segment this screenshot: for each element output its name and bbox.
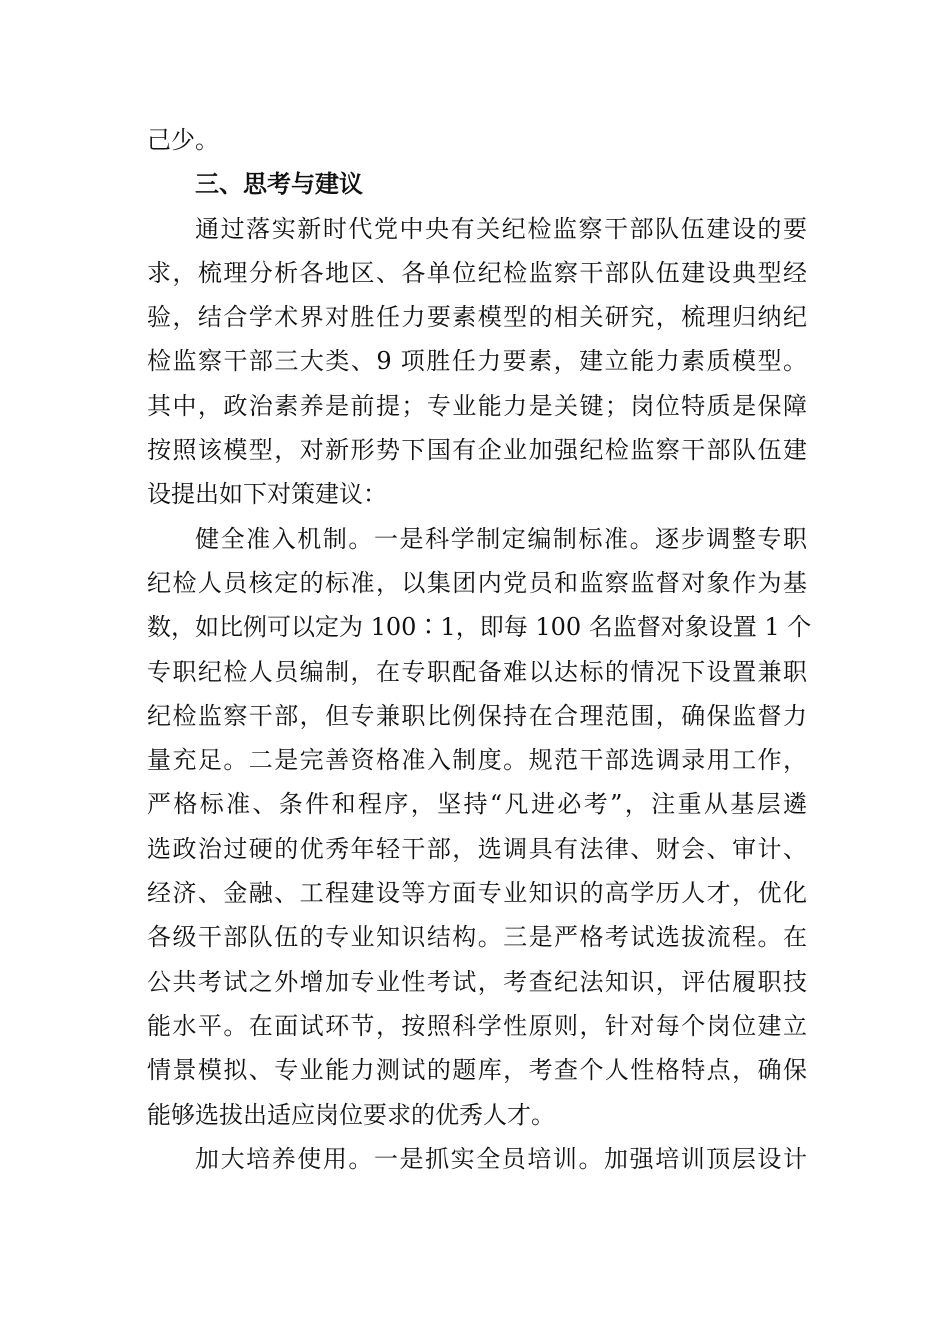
paragraph-2-line-12: 能水平。在面试环节，按照科学性原则，针对每个岗位建立 [147,1011,807,1040]
paragraph-3-line-1: 加大培养使用。一是抓实全员培训。加强培训顶层设计 [195,1144,807,1173]
paragraph-2-line-3: 数，如比例可以定为 100∶1，即每 100 名监督对象设置 1 个 [147,613,812,642]
paragraph-1-line-3: 验，结合学术界对胜任力要素模型的相关研究，梳理归纳纪 [147,303,807,332]
paragraph-1-line-6: 按照该模型，对新形势下国有企业加强纪检监察干部队伍建 [147,436,807,465]
paragraph-1-line-2: 求，梳理分析各地区、各单位纪检监察干部队伍建设典型经 [147,258,807,287]
body-text [147,118,812,1181]
paragraph-2-line-9: 经济、金融、工程建设等方面专业知识的高学历人才，优化 [147,879,807,908]
paragraph-2-line-4: 专职纪检人员编制，在专职配备难以达标的情况下设置兼职 [147,657,807,686]
paragraph-2-line-1: 健全准入机制。一是科学制定编制标准。逐步调整专职 [195,524,807,553]
paragraph-2-line-10: 各级干部队伍的专业知识结构。三是严格考试选拔流程。在 [147,923,807,952]
paragraph-2-line-7: 严格标准、条件和程序，坚持“凡进必考”，注重从基层遴 [147,790,807,819]
paragraph-2-line-2: 纪检人员核定的标准，以集团内党员和监察监督对象作为基 [147,568,807,597]
paragraph-1-line-7: 设提出如下对策建议： [147,480,387,509]
section-heading: 三、思考与建议 [195,170,363,199]
paragraph-1-line-4: 检监察干部三大类、9 项胜任力要素，建立能力素质模型。 [147,347,807,376]
paragraph-2-line-14: 能够选拔出适应岗位要求的优秀人才。 [147,1100,555,1129]
paragraph-1-line-1: 通过落实新时代党中央有关纪检监察干部队伍建设的要 [195,214,807,243]
paragraph-2-line-6: 量充足。二是完善资格准入制度。规范干部选调录用工作， [147,746,807,775]
paragraph-2-line-8: 选政治过硬的优秀年轻干部，选调具有法律、财会、审计、 [147,834,807,863]
paragraph-1-line-5: 其中，政治素养是前提；专业能力是关键；岗位特质是保障 [147,391,807,420]
paragraph-line-continuation: 己少。 [147,126,219,154]
paragraph-2-line-5: 纪检监察干部，但专兼职比例保持在合理范围，确保监督力 [147,701,807,730]
paragraph-2-line-11: 公共考试之外增加专业性考试，考查纪法知识，评估履职技 [147,967,807,996]
paragraph-2-line-13: 情景模拟、专业能力测试的题库，考查个人性格特点，确保 [147,1056,807,1085]
